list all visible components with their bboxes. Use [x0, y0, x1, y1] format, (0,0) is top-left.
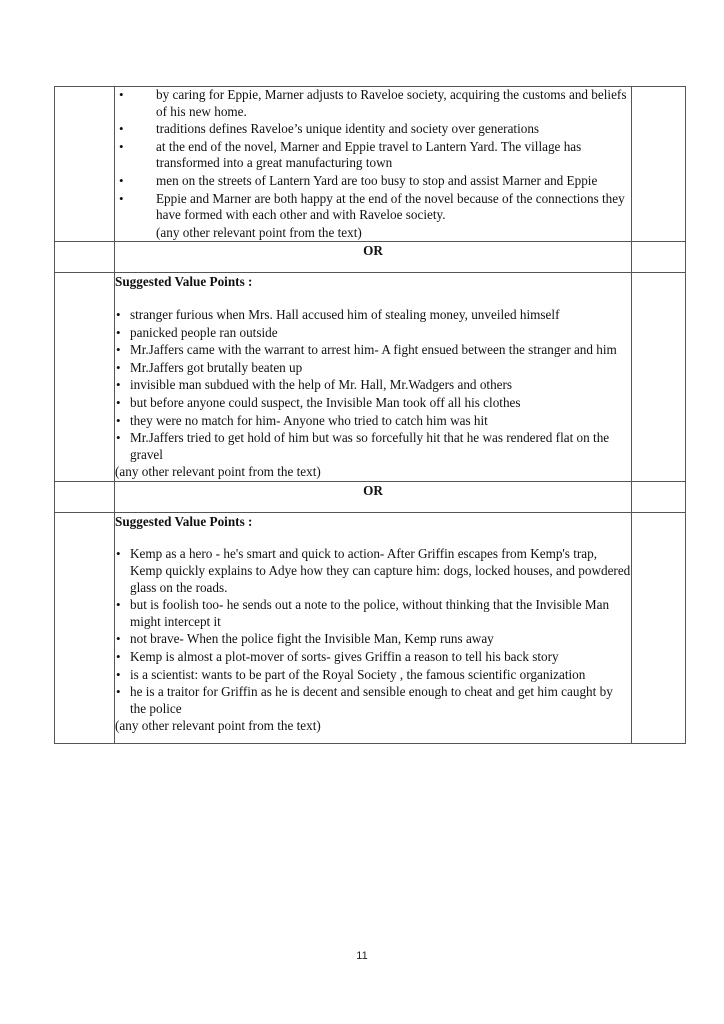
table-row	[55, 481, 686, 512]
list-item: • at the end of the novel, Marner and Eppie travel to Lantern Yard. The village has transformed into a great manufacturing town	[115, 139, 631, 172]
section-heading: Suggested Value Points :	[115, 513, 253, 529]
answer-cell	[115, 512, 632, 743]
or-label: OR	[363, 482, 383, 498]
list-item: • he is a traitor for Griffin as he is decent and sensible enough to cheat and get him caught by the police	[115, 684, 631, 717]
table-row	[55, 512, 686, 743]
answer-cell	[115, 87, 632, 242]
or-label: OR	[363, 243, 383, 259]
marks-cell	[632, 87, 686, 242]
section-heading: Suggested Value Points :	[115, 274, 253, 290]
table-row	[55, 242, 686, 273]
question-number-cell	[55, 481, 115, 512]
question-number-cell	[55, 87, 115, 242]
question-number-cell	[55, 242, 115, 273]
list-item: • traditions defines Raveloe’s unique identity and society over generations	[115, 121, 631, 138]
marks-cell	[632, 242, 686, 273]
table-row	[55, 87, 686, 242]
list-item: • Kemp is almost a plot-mover of sorts- gives Griffin a reason to tell his back story	[115, 649, 631, 666]
marks-cell	[632, 512, 686, 743]
or-divider	[115, 242, 632, 273]
list-item: • Mr.Jaffers tried to get hold of him but was so forcefully hit that he was rendered flat on the gravel	[115, 430, 631, 463]
marks-cell	[632, 481, 686, 512]
list-item: • Mr.Jaffers came with the warrant to arrest him- A fight ensued between the stranger and him	[115, 342, 631, 359]
marks-cell	[632, 273, 686, 482]
page-number: 11	[356, 950, 368, 962]
list-item: • men on the streets of Lantern Yard are too busy to stop and assist Marner and Eppie	[115, 173, 631, 190]
relevant-point-note: (any other relevant point from the text)	[156, 224, 362, 240]
relevant-point-note: (any other relevant point from the text)	[115, 464, 321, 480]
list-item: • by caring for Eppie, Marner adjusts to Raveloe society, acquiring the customs and beliefs of his new home.	[115, 87, 631, 120]
list-item: • but before anyone could suspect, the Invisible Man took off all his clothes	[115, 395, 631, 412]
table-row	[55, 273, 686, 482]
value-points-list	[115, 87, 631, 224]
list-item: • invisible man subdued with the help of Mr. Hall, Mr.Wadgers and others	[115, 377, 631, 394]
list-item: • Kemp as a hero - he's smart and quick to action- After Griffin escapes from Kemp's trap, Kemp quickly explains to Adye how they can capture him: dogs, locked houses, and powdered glass on the roads.	[115, 546, 631, 596]
value-points-list	[115, 307, 631, 463]
question-number-cell	[55, 512, 115, 743]
list-item: • but is foolish too- he sends out a note to the police, without thinking that the Invisible Man might intercept it	[115, 597, 631, 630]
list-item: • is a scientist: wants to be part of the Royal Society , the famous scientific organization	[115, 667, 631, 684]
value-points-list	[115, 546, 631, 717]
list-item: • Mr.Jaffers got brutally beaten up	[115, 360, 631, 377]
list-item: • stranger furious when Mrs. Hall accused him of stealing money, unveiled himself	[115, 307, 631, 324]
answer-cell	[115, 273, 632, 482]
list-item: • not brave- When the police fight the Invisible Man, Kemp runs away	[115, 631, 631, 648]
answer-key-table	[54, 86, 686, 744]
list-item: • Eppie and Marner are both happy at the end of the novel because of the connections they have formed with each other and with Raveloe society.	[115, 191, 631, 224]
question-number-cell	[55, 273, 115, 482]
relevant-point-note: (any other relevant point from the text)	[115, 718, 321, 734]
list-item: • panicked people ran outside	[115, 325, 631, 342]
or-divider	[115, 481, 632, 512]
list-item: • they were no match for him- Anyone who tried to catch him was hit	[115, 413, 631, 430]
